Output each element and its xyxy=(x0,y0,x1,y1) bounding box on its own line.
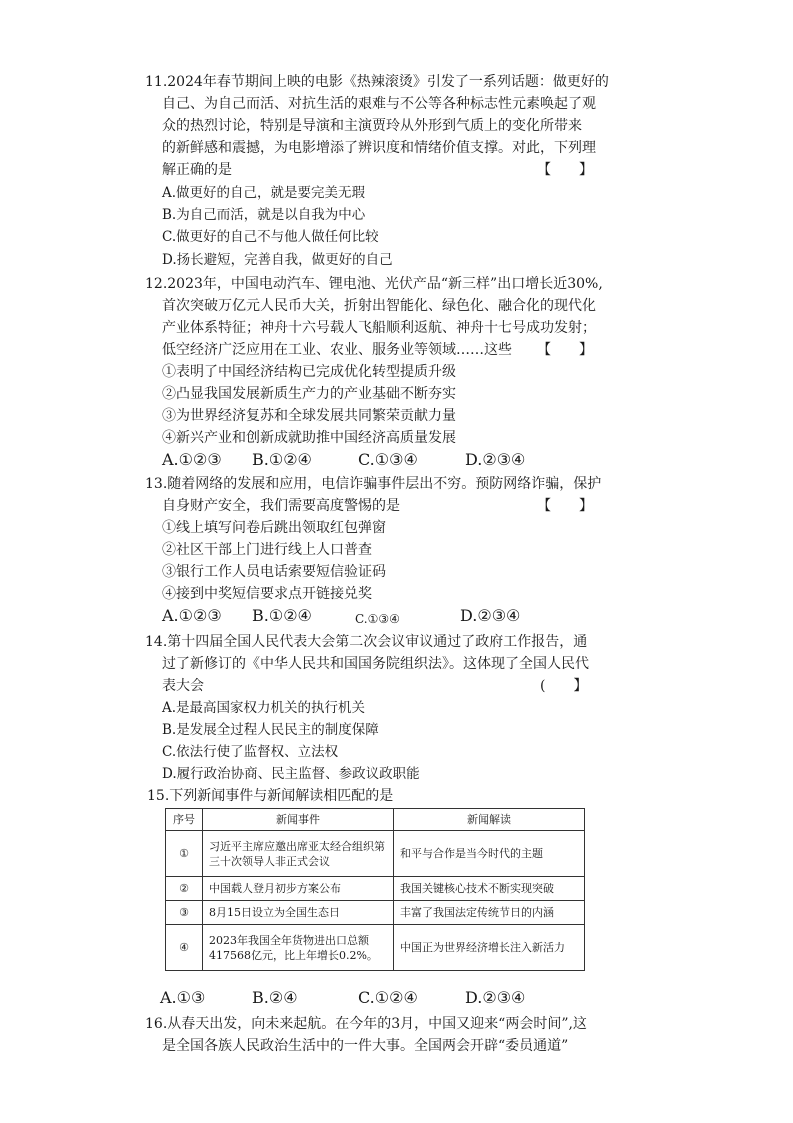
table-cell-index: ① xyxy=(166,831,203,877)
q11-option-b[interactable]: B.为自己而活，就是以自我为中心 xyxy=(162,207,366,223)
q14-option-a[interactable]: A.是最高国家权力机关的执行机关 xyxy=(162,700,366,716)
q12-choice-b[interactable]: B.①②④ xyxy=(252,450,312,469)
q14-option-b[interactable]: B.是发展全过程人民民主的制度保障 xyxy=(162,722,379,738)
table-header-cell: 新闻解读 xyxy=(394,809,585,831)
table-row xyxy=(166,877,585,901)
news-table xyxy=(165,808,585,971)
q11-line-1: 11.2024年春节期间上映的电影《热辣滚烫》引发了一系列话题：做更好的 xyxy=(145,74,609,90)
q13-line-2: 自身财产安全，我们需要高度警惕的是 xyxy=(162,498,400,514)
table-cell-event: 中国载人登月初步方案公布 xyxy=(203,877,394,901)
q11-option-d[interactable]: D.扬长避短，完善自我，做更好的自己 xyxy=(162,252,393,268)
q13-line-1: 13.随着网络的发展和应用，电信诈骗事件层出不穷。预防网络诈骗，保护 xyxy=(145,476,602,492)
table-cell-interpretation: 丰富了我国法定传统节日的内涵 xyxy=(394,901,585,925)
table-cell-index: ② xyxy=(166,877,203,901)
q12-answer-bracket: 【 】 xyxy=(537,342,593,358)
q13-choice-c[interactable]: C.①③④ xyxy=(355,612,400,626)
q13-choice-b[interactable]: B.①②④ xyxy=(252,606,312,625)
q11-line-3: 众的热烈讨论，特别是导演和主演贾玲从外形到气质上的变化所带来 xyxy=(162,118,582,134)
q13-statement-4: ④接到中奖短信要求点开链接兑奖 xyxy=(162,586,372,602)
q12-line-3: 产业体系特征；神舟十六号载人飞船顺利返航、神舟十七号成功发射； xyxy=(162,320,596,336)
table-header-cell: 新闻事件 xyxy=(203,809,394,831)
q13-statement-3: ③银行工作人员电话索要短信验证码 xyxy=(162,564,386,580)
q13-statement-2: ②社区干部上门进行线上人口普查 xyxy=(162,542,372,558)
q14-option-c[interactable]: C.依法行使了监督权、立法权 xyxy=(162,744,339,760)
q12-choice-a[interactable]: A.①②③ xyxy=(162,450,222,469)
table-header-row xyxy=(166,809,585,831)
table-cell-event: 2023年我国全年货物进出口总额417568亿元，比上年增长0.2%。 xyxy=(203,925,394,971)
q13-choice-d[interactable]: D.②③④ xyxy=(460,606,521,625)
q14-answer-bracket: ( 】 xyxy=(540,678,588,694)
q15-stem: 15.下列新闻事件与新闻解读相匹配的是 xyxy=(147,788,394,804)
q12-statement-1: ①表明了中国经济结构已完成优化转型提质升级 xyxy=(162,364,456,380)
q13-answer-bracket: 【 】 xyxy=(537,498,593,514)
table-row xyxy=(166,925,585,971)
table-cell-interpretation: 我国关键核心技术不断实现突破 xyxy=(394,877,585,901)
q11-line-5: 解正确的是 xyxy=(162,162,232,178)
q11-answer-bracket: 【 】 xyxy=(537,162,593,178)
q14-line-2: 过了新修订的《中华人民共和国国务院组织法》。这体现了全国人民代 xyxy=(162,656,589,672)
table-cell-interpretation: 中国正为世界经济增长注入新活力 xyxy=(394,925,585,971)
q11-option-a[interactable]: A.做更好的自己，就是要完美无瑕 xyxy=(162,185,366,201)
q14-line-3: 表大会 xyxy=(162,678,204,694)
q14-option-d[interactable]: D.履行政治协商、民主监督、参政议政职能 xyxy=(162,766,420,782)
q11-line-4: 的新鲜感和震撼，为电影增添了辨识度和情绪价值支撑。对此，下列理 xyxy=(162,140,596,156)
q15-choice-a[interactable]: A.①③ xyxy=(160,988,206,1007)
table-cell-index: ④ xyxy=(166,925,203,971)
q15-choice-b[interactable]: B.②④ xyxy=(252,988,298,1007)
q14-line-1: 14.第十四届全国人民代表大会第二次会议审议通过了政府工作报告，通 xyxy=(145,634,588,650)
table-cell-event: 习近平主席应邀出席亚太经合组织第三十次领导人非正式会议 xyxy=(203,831,394,877)
q13-choice-a[interactable]: A.①②③ xyxy=(162,606,222,625)
q11-option-c[interactable]: C.做更好的自己不与他人做任何比较 xyxy=(162,229,379,245)
q12-statement-4: ④新兴产业和创新成就助推中国经济高质量发展 xyxy=(162,430,456,446)
table-cell-index: ③ xyxy=(166,901,203,925)
q15-choice-c[interactable]: C.①②④ xyxy=(358,988,418,1007)
q16-line-1: 16.从春天出发，向未来起航。在今年的3月，中国又迎来“两会时间”,这 xyxy=(145,1016,587,1032)
q12-line-4: 低空经济广泛应用在工业、农业、服务业等领域……这些 xyxy=(162,342,512,358)
q12-line-1: 12.2023年，中国电动汽车、锂电池、光伏产品“新三样”出口增长近30%, xyxy=(145,276,603,292)
q12-choice-d[interactable]: D.②③④ xyxy=(465,450,526,469)
table-row xyxy=(166,831,585,877)
q16-line-2: 是全国各族人民政治生活中的一件大事。全国两会开辟“委员通道” xyxy=(162,1038,569,1054)
q12-choice-c[interactable]: C.①③④ xyxy=(358,450,418,469)
q13-statement-1: ①线上填写问卷后跳出领取红包弹窗 xyxy=(162,520,386,536)
table-row xyxy=(166,901,585,925)
table-header-cell: 序号 xyxy=(166,809,203,831)
q12-line-2: 首次突破万亿元人民币大关，折射出智能化、绿色化、融合化的现代化 xyxy=(162,298,596,314)
table-cell-event: 8月15日设立为全国生态日 xyxy=(203,901,394,925)
q11-line-2: 自己、为自己而活、对抗生活的艰难与不公等各种标志性元素唤起了观 xyxy=(162,96,596,112)
q12-statement-3: ③为世界经济复苏和全球发展共同繁荣贡献力量 xyxy=(162,408,456,424)
q15-choice-d[interactable]: D.②③④ xyxy=(465,988,526,1007)
q12-statement-2: ②凸显我国发展新质生产力的产业基础不断夯实 xyxy=(162,386,456,402)
table-cell-interpretation: 和平与合作是当今时代的主题 xyxy=(394,831,585,877)
